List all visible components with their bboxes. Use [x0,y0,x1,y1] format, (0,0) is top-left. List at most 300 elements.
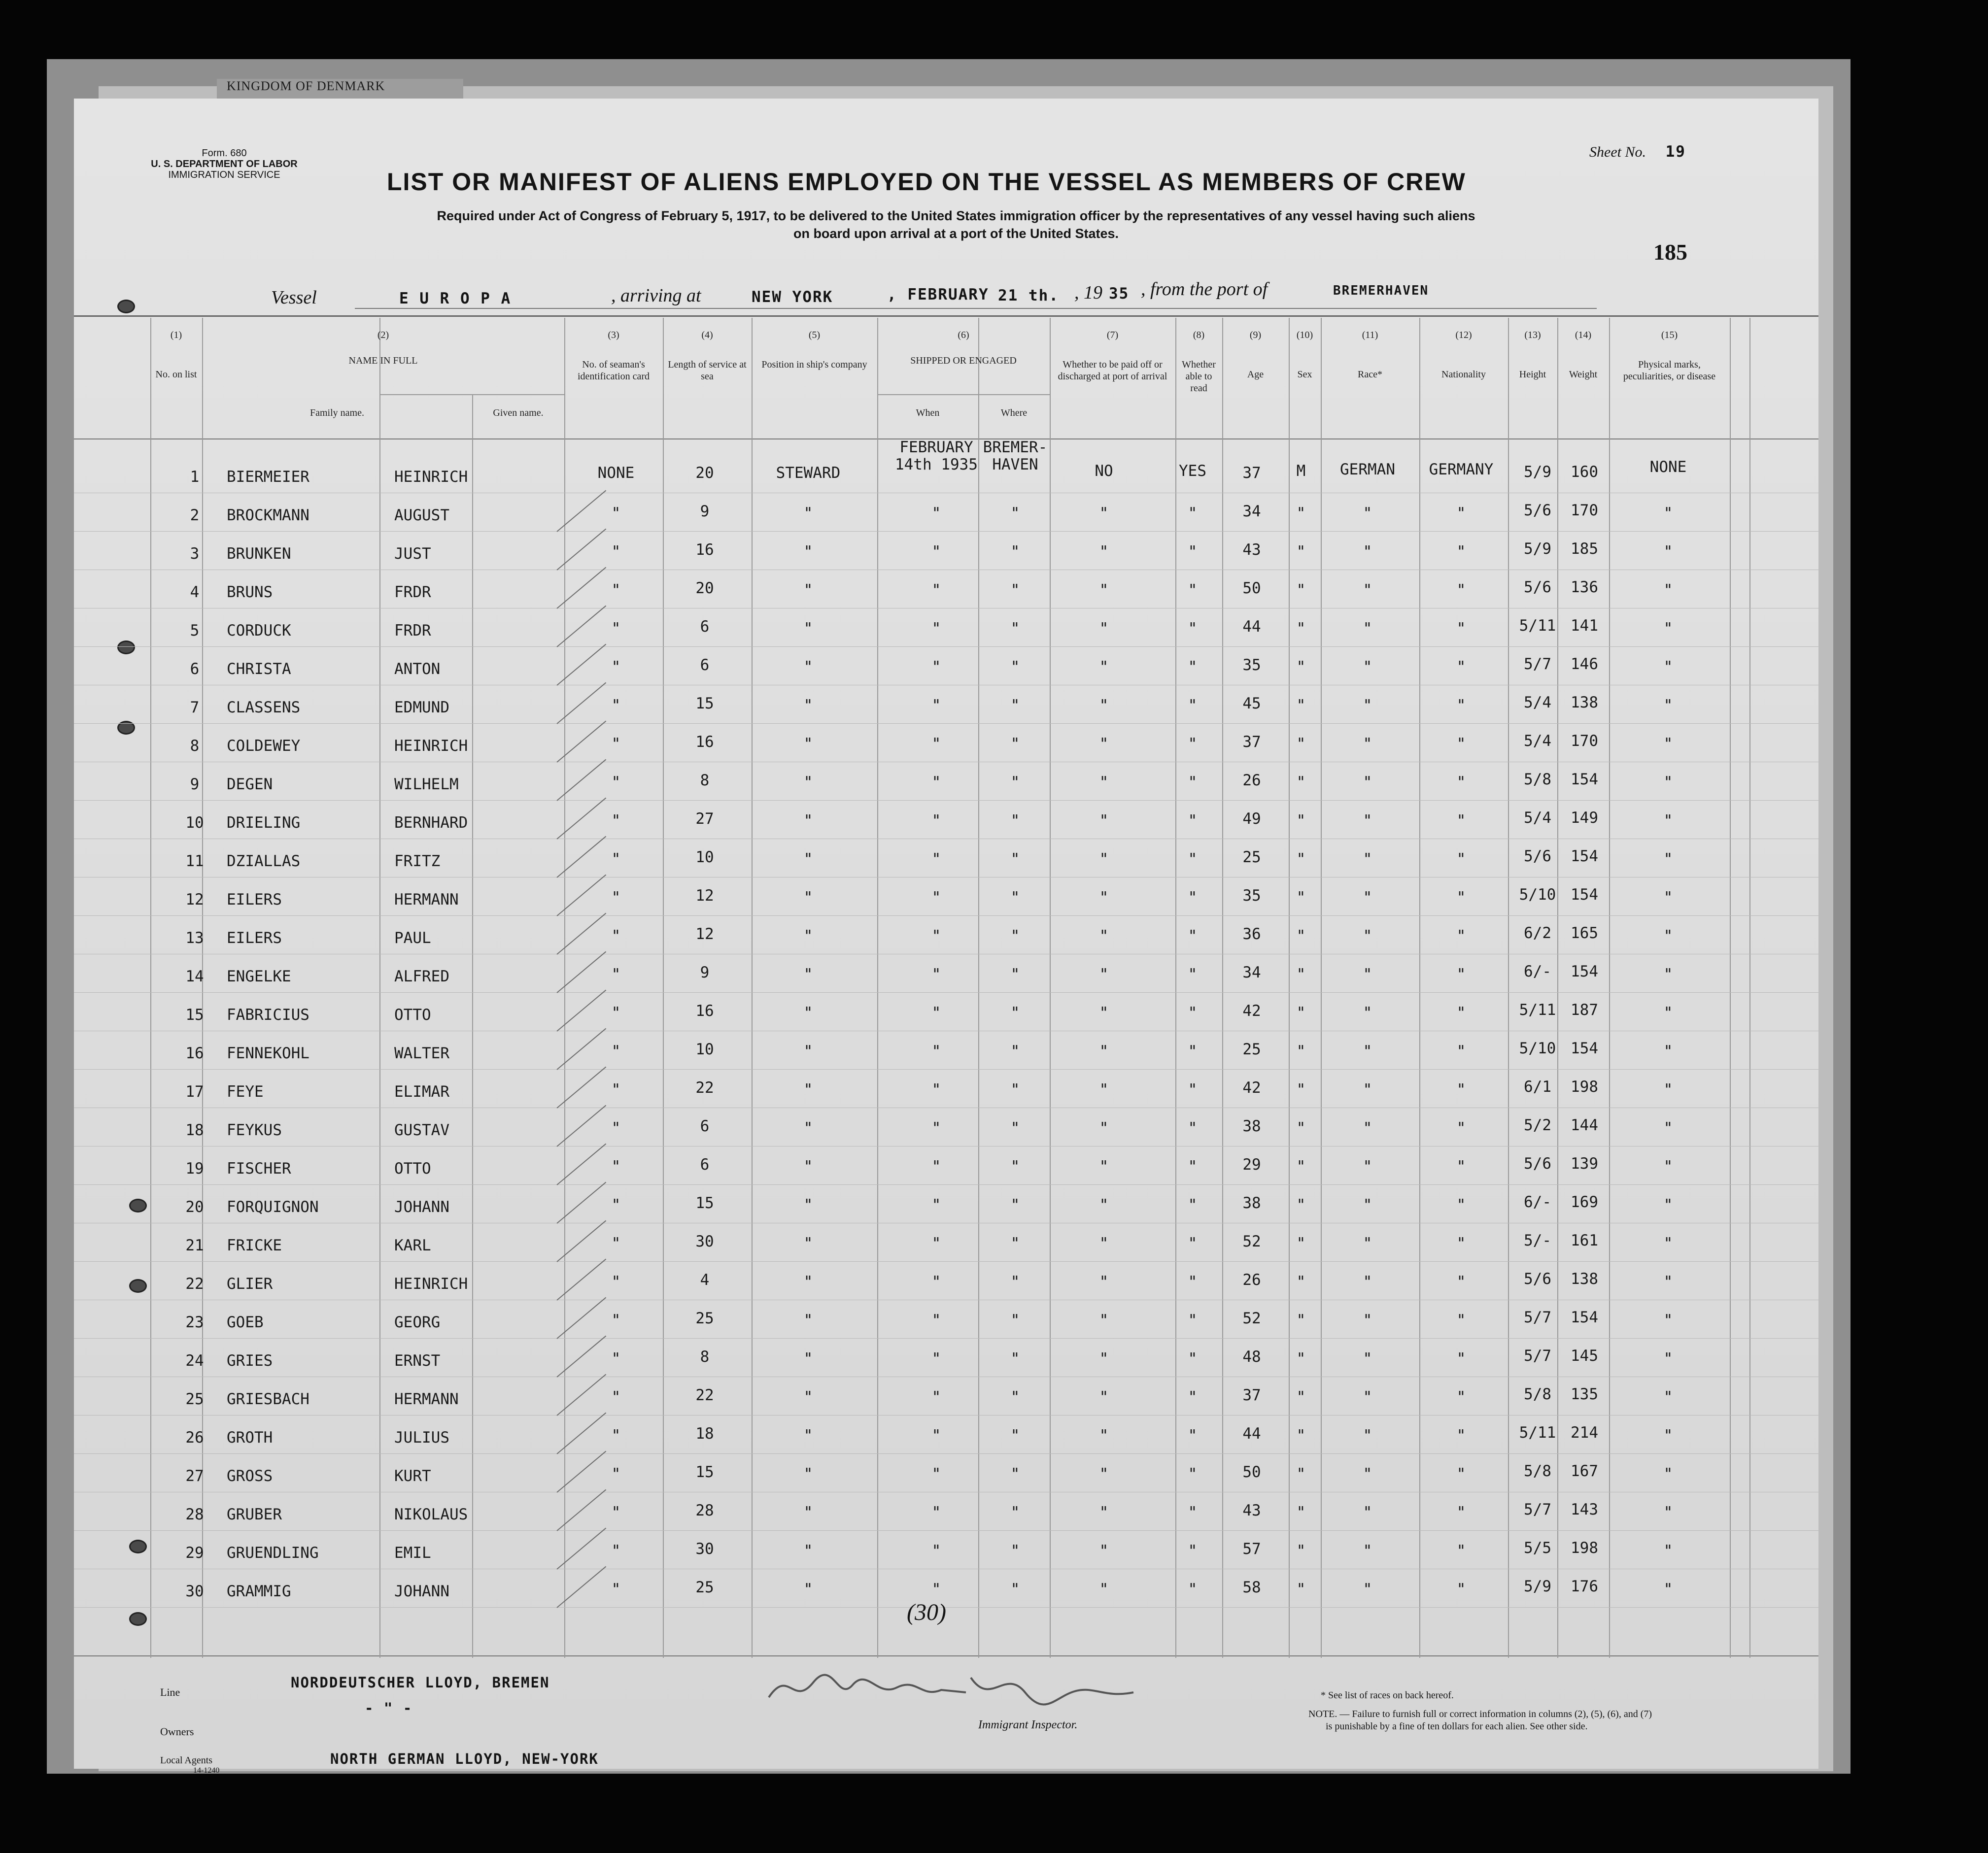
fine-note-1: NOTE. — Failure to furnish full or correct information in columns (2), (5), (6), and (7) [1308,1709,1652,1719]
row-number: 13 [185,929,204,947]
shipped-where: " [1010,1158,1020,1176]
shipped-when: " [931,1542,941,1560]
given-name: OTTO [394,1006,431,1024]
column-label: No. on list [155,369,197,380]
able-to-read: " [1188,1235,1198,1252]
sex: " [1296,1388,1306,1406]
paid-off: " [1099,966,1109,983]
id-card: " [611,1119,621,1137]
row-number: 5 [190,622,200,640]
nationality: " [1456,505,1466,522]
able-to-read: " [1188,966,1198,983]
shipped-where: " [1010,581,1020,599]
column-divider [379,318,380,1658]
age: 43 [1242,541,1261,559]
race: " [1363,1581,1372,1598]
shipped-where: " [1010,1465,1020,1483]
column-divider [1749,318,1750,1658]
nationality: " [1456,1350,1466,1368]
position: " [803,1350,813,1368]
family-name: DZIALLAS [227,852,301,870]
physical-marks: " [1663,697,1673,714]
position: " [803,1004,813,1022]
paid-off: " [1099,620,1109,638]
family-name: GRUENDLING [227,1544,319,1562]
sex: " [1296,1504,1306,1521]
id-card: NONE [597,464,635,482]
given-name: ERNST [394,1352,441,1370]
service-years: 16 [695,541,714,559]
shipped-where: " [1010,1350,1020,1368]
able-to-read: YES [1179,462,1206,480]
weight: 154 [1571,963,1598,980]
physical-marks: " [1663,1350,1673,1368]
nationality: " [1456,1388,1466,1406]
age: 45 [1242,695,1261,712]
physical-marks: " [1663,1273,1673,1291]
physical-marks: " [1663,1081,1673,1099]
paid-off: " [1099,1119,1109,1137]
row-number: 8 [190,737,200,755]
column-divider [1508,318,1509,1658]
position: " [803,1542,813,1560]
age: 37 [1242,733,1261,751]
sex: " [1296,774,1306,791]
paid-off: " [1099,1273,1109,1291]
able-to-read: " [1188,1581,1198,1598]
position: " [803,620,813,638]
column-label: Sex [1297,369,1312,380]
department: U. S. DEPARTMENT OF LABOR [151,159,298,169]
given-name: WALTER [394,1044,449,1062]
shipped-where: " [1010,774,1020,791]
race: " [1363,697,1372,714]
given-name: PAUL [394,929,431,947]
subheader-divider [472,394,473,1658]
height: 5/10 [1519,1040,1556,1057]
agents-form-number: 14-1240 [193,1766,220,1775]
column-label: Whether to be paid off or discharged at port of arrival [1058,359,1167,382]
id-card: " [611,1235,621,1252]
arrival-port: NEW YORK [752,288,833,306]
height: 6/- [1524,1193,1551,1211]
position: " [803,1427,813,1445]
race: " [1363,850,1372,868]
height: 5/- [1524,1232,1551,1249]
shipped-where: " [1010,1427,1020,1445]
vessel-name: E U R O P A [399,290,512,307]
physical-marks: " [1663,1235,1673,1252]
race: " [1363,812,1372,830]
column-divider [1609,318,1610,1658]
shipped-where: " [1010,1235,1020,1252]
age: 37 [1242,464,1261,482]
physical-marks: " [1663,1542,1673,1560]
nationality: " [1456,735,1466,753]
age: 38 [1242,1117,1261,1135]
paid-off: " [1099,1542,1109,1560]
age: 26 [1242,772,1261,789]
shipped-when: " [931,658,941,676]
age: 49 [1242,810,1261,828]
paid-off: " [1099,774,1109,791]
physical-marks: " [1663,1043,1673,1060]
manifest-page [74,99,1818,1769]
id-card: " [611,1158,621,1176]
column-sublabel: Family name. [310,407,364,418]
position: " [803,1235,813,1252]
id-card: " [611,889,621,907]
nationality: " [1456,1119,1466,1137]
given-name: FRDR [394,583,431,601]
race: " [1363,927,1372,945]
age: 44 [1242,618,1261,636]
sex: " [1296,1119,1306,1137]
able-to-read: " [1188,812,1198,830]
given-name: JUST [394,545,431,563]
position: " [803,658,813,676]
able-to-read: " [1188,889,1198,907]
arrival-month: , FEBRUARY [887,286,989,303]
shipped-where: " [1010,658,1020,676]
able-to-read: " [1188,1388,1198,1406]
shipped-where: " [1010,1388,1020,1406]
race: " [1363,581,1372,599]
owners-value: - " - [365,1700,413,1717]
row-rule [74,992,1818,993]
nationality: " [1456,889,1466,907]
shipped-where: " [1010,1273,1020,1291]
row-number: 30 [185,1583,204,1600]
sex: " [1296,1081,1306,1099]
age: 37 [1242,1386,1261,1404]
given-name: ELIMAR [394,1083,449,1101]
age: 43 [1242,1502,1261,1519]
given-name: AUGUST [394,506,449,524]
column-sublabel: Where [1000,407,1028,418]
shipped-where: " [1010,1004,1020,1022]
age: 42 [1242,1002,1261,1020]
height: 5/9 [1524,463,1551,481]
row-number: 1 [190,468,200,486]
given-name: HEINRICH [394,1275,468,1293]
column-divider [202,318,203,1658]
paid-off: " [1099,1465,1109,1483]
row-number: 20 [185,1198,204,1216]
sex: M [1296,462,1306,480]
shipped-when: " [931,1119,941,1137]
shipped-when: " [931,1081,941,1099]
column-divider [752,318,753,1658]
row-number: 22 [185,1275,204,1293]
able-to-read: " [1188,1427,1198,1445]
family-name: CHRISTA [227,660,291,678]
column-divider [1321,318,1322,1658]
nationality: " [1456,966,1466,983]
nationality: " [1456,1158,1466,1176]
page-title: LIST OR MANIFEST OF ALIENS EMPLOYED ON THE VESSEL AS MEMBERS OF CREW [387,168,1466,196]
height: 5/11 [1519,1001,1556,1019]
service-years: 15 [695,1463,714,1481]
shipped-when: " [931,1312,941,1329]
physical-marks: " [1663,1388,1673,1406]
row-rule [74,723,1818,724]
service-years: 20 [695,464,714,482]
height: 5/11 [1519,617,1556,635]
shipped-when: " [931,1581,941,1598]
weight: 154 [1571,886,1598,904]
sheet-value: 19 [1665,143,1686,161]
punch-hole [117,640,135,654]
race-note: * See list of races on back hereof. [1321,1690,1454,1701]
vessel-label: Vessel [271,287,317,308]
id-card: " [611,1427,621,1445]
family-name: FEYE [227,1083,264,1101]
age: 25 [1242,848,1261,866]
paid-off: NO [1095,462,1113,480]
weight: 167 [1571,1462,1598,1480]
row-rule [74,1530,1818,1531]
nationality: " [1456,812,1466,830]
id-card: " [611,1043,621,1060]
race: " [1363,1004,1372,1022]
shipped-where: BREMER- [983,438,1048,456]
service-years: 6 [700,1117,710,1135]
row-number: 26 [185,1429,204,1447]
column-divider [1557,318,1558,1658]
sex: " [1296,1465,1306,1483]
race: " [1363,774,1372,791]
age: 57 [1242,1540,1261,1558]
arriving-label: , arriving at [611,285,701,306]
given-name: EDMUND [394,699,449,716]
arrival-day: 21 th. [998,287,1059,304]
race: " [1363,658,1372,676]
sex: " [1296,1273,1306,1291]
agents-value: NORTH GERMAN LLOYD, NEW-YORK [330,1751,599,1767]
physical-marks: " [1663,1427,1673,1445]
position: STEWARD [776,464,841,482]
physical-marks: " [1663,850,1673,868]
weight: 160 [1571,463,1598,481]
physical-marks: " [1663,1465,1673,1483]
shipped-where: " [1010,889,1020,907]
given-name: JULIUS [394,1429,449,1447]
service-years: 30 [695,1540,714,1558]
nationality: " [1456,1043,1466,1060]
sex: " [1296,966,1306,983]
column-number: (11) [1362,330,1378,340]
height: 5/7 [1524,1347,1551,1365]
given-name: HERMANN [394,1390,459,1408]
nationality: " [1456,1004,1466,1022]
able-to-read: " [1188,1465,1198,1483]
nationality: " [1456,543,1466,561]
given-name: FRDR [394,622,431,640]
family-name: FORQUIGNON [227,1198,319,1216]
shipped-where: " [1010,543,1020,561]
position: " [803,1081,813,1099]
row-number: 19 [185,1160,204,1178]
age: 50 [1242,579,1261,597]
weight: 149 [1571,809,1598,827]
table-bottom-rule [74,1655,1818,1656]
family-name: GLIER [227,1275,273,1293]
position: " [803,543,813,561]
nationality: " [1456,1273,1466,1291]
column-number: (15) [1661,330,1678,340]
id-card: " [611,1273,621,1291]
sex: " [1296,1427,1306,1445]
shipped-where: " [1010,697,1020,714]
row-rule [74,646,1818,647]
paid-off: " [1099,1081,1109,1099]
family-name: FRICKE [227,1237,282,1254]
height: 5/4 [1524,732,1551,750]
row-number: 6 [190,660,200,678]
race: " [1363,620,1372,638]
punch-hole [117,300,135,313]
height: 5/8 [1524,771,1551,788]
row-number: 16 [185,1044,204,1062]
able-to-read: " [1188,850,1198,868]
column-label: Position in ship's company [761,359,867,370]
paid-off: " [1099,735,1109,753]
row-number: 25 [185,1390,204,1408]
able-to-read: " [1188,1273,1198,1291]
race: " [1363,1273,1372,1291]
given-name: KURT [394,1467,431,1485]
given-name: GUSTAV [394,1121,449,1139]
shipped-where: " [1010,505,1020,522]
sex: " [1296,1235,1306,1252]
shipped-when: " [931,1427,941,1445]
row-number: 23 [185,1314,204,1331]
shipped-when: " [931,735,941,753]
shipped-when: " [931,966,941,983]
column-divider [1050,318,1051,1658]
height: 5/4 [1524,694,1551,711]
paid-off: " [1099,697,1109,714]
id-card: " [611,1542,621,1560]
service-years: 6 [700,618,710,636]
sex: " [1296,543,1306,561]
weight: 138 [1571,694,1598,711]
column-number: (1) [170,330,182,340]
row-number: 27 [185,1467,204,1485]
given-name: JOHANN [394,1198,449,1216]
family-name: GRAMMIG [227,1583,291,1600]
physical-marks: NONE [1649,458,1687,476]
family-name: BRUNKEN [227,545,291,563]
height: 5/6 [1524,847,1551,865]
sex: " [1296,1043,1306,1060]
race: GERMAN [1340,461,1395,478]
physical-marks: " [1663,1312,1673,1329]
id-card: " [611,1504,621,1521]
fine-note-2: is punishable by a fine of ten dollars for each alien. See other side. [1326,1721,1588,1732]
service-years: 4 [700,1271,710,1289]
position: " [803,1388,813,1406]
weight: 176 [1571,1578,1598,1595]
paid-off: " [1099,1004,1109,1022]
shipped-when: " [931,927,941,945]
given-name: JOHANN [394,1583,449,1600]
physical-marks: " [1663,658,1673,676]
paid-off: " [1099,812,1109,830]
shipped-when: " [931,505,941,522]
shipped-where: " [1010,1119,1020,1137]
table-top-rule [74,315,1818,317]
id-card: " [611,620,621,638]
id-card: " [611,1004,621,1022]
height: 5/9 [1524,540,1551,558]
arrival-year: 35 [1109,285,1130,303]
weight: 144 [1571,1116,1598,1134]
column-divider [663,318,664,1658]
physical-marks: " [1663,620,1673,638]
given-name: FRITZ [394,852,441,870]
row-number: 21 [185,1237,204,1254]
race: " [1363,1158,1372,1176]
height: 5/8 [1524,1385,1551,1403]
row-number: 4 [190,583,200,601]
total-count: (30) [907,1599,946,1625]
position: " [803,735,813,753]
able-to-read: " [1188,581,1198,599]
service-years: 12 [695,925,714,943]
service-years: 8 [700,772,710,789]
physical-marks: " [1663,1196,1673,1214]
column-number: (2) [377,330,389,340]
race: " [1363,1504,1372,1521]
weight: 143 [1571,1501,1598,1518]
physical-marks: " [1663,505,1673,522]
shipped-when: 14th 1935 [895,456,978,473]
position: " [803,1312,813,1329]
shipped-when: " [931,850,941,868]
paid-off: " [1099,1196,1109,1214]
shipped-where: " [1010,1312,1020,1329]
physical-marks: " [1663,581,1673,599]
id-card: " [611,505,621,522]
sex: " [1296,581,1306,599]
family-name: GRIES [227,1352,273,1370]
race: " [1363,1542,1372,1560]
age: 52 [1242,1310,1261,1327]
paid-off: " [1099,1504,1109,1521]
position: " [803,1465,813,1483]
race: " [1363,505,1372,522]
able-to-read: " [1188,1350,1198,1368]
position: " [803,1196,813,1214]
shipped-when: " [931,1273,941,1291]
physical-marks: " [1663,1004,1673,1022]
shipped-when: " [931,1350,941,1368]
race: " [1363,1119,1372,1137]
sex: " [1296,697,1306,714]
age: 25 [1242,1041,1261,1058]
race: " [1363,1043,1372,1060]
family-name: DRIELING [227,814,301,832]
shipped-when: " [931,1504,941,1521]
sex: " [1296,620,1306,638]
shipped-when: " [931,1196,941,1214]
id-card: " [611,1581,621,1598]
family-name: FEYKUS [227,1121,282,1139]
height: 5/2 [1524,1116,1551,1134]
given-name: HEINRICH [394,737,468,755]
